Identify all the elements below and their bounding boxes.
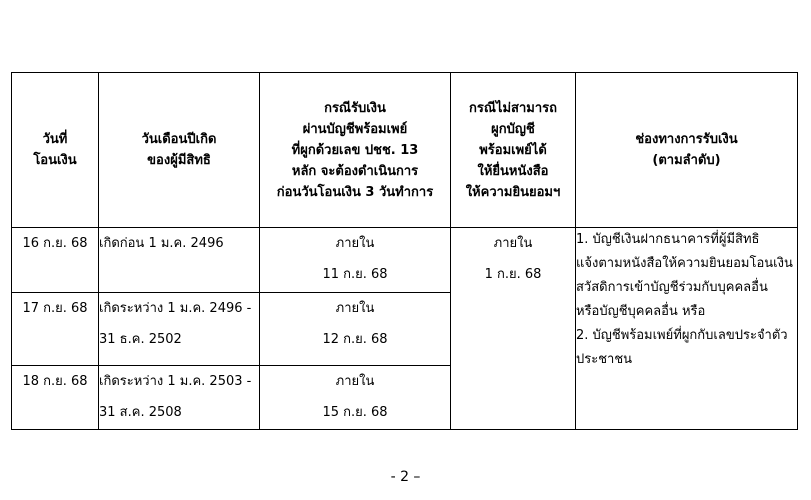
- promptpay-deadline-cell: ภายใน 15 ก.ย. 68: [260, 366, 451, 430]
- header-birth-date: วันเดือนปีเกิด ของผู้มีสิทธิ: [99, 73, 260, 228]
- birth-range-cell: เกิดก่อน 1 ม.ค. 2496: [99, 228, 260, 293]
- table-row: [12, 228, 798, 293]
- channels-cell: 1. บัญชีเงินฝากธนาคารที่ผู้มีสิทธิ แจ้งตามหนังสือให้ความยินยอมโอนเงิน สวัสดิการเข้าบัญชีร่วมกับบุคคลอื่น หรือบัญชีบุคคลอื่น หรือ 2. บัญชีพร้อมเพย์ที่ผูกกับเลขประจำตัว ประชาชน: [576, 228, 798, 430]
- page-number: - 2 –: [390, 469, 421, 485]
- birth-range-cell: เกิดระหว่าง 1 ม.ค. 2496 - 31 ธ.ค. 2502: [99, 293, 260, 366]
- promptpay-deadline-cell: ภายใน 11 ก.ย. 68: [260, 228, 451, 293]
- transfer-date-cell: 17 ก.ย. 68: [12, 293, 99, 366]
- promptpay-deadline-cell: ภายใน 12 ก.ย. 68: [260, 293, 451, 366]
- header-channels: ช่องทางการรับเงิน (ตามลำดับ): [576, 73, 798, 228]
- header-promptpay: กรณีรับเงิน ผ่านบัญชีพร้อมเพย์ ที่ผูกด้วยเลข ปชช. 13 หลัก จะต้องดำเนินการ ก่อนวันโอนเงิน 3 วันทำการ: [260, 73, 451, 228]
- consent-deadline-cell: ภายใน 1 ก.ย. 68: [451, 228, 576, 430]
- birth-range-cell: เกิดระหว่าง 1 ม.ค. 2503 - 31 ส.ค. 2508: [99, 366, 260, 430]
- header-row: [12, 73, 798, 228]
- header-transfer-date: วันที่ โอนเงิน: [12, 73, 99, 228]
- transfer-date-cell: 16 ก.ย. 68: [12, 228, 99, 293]
- payment-schedule-table: [11, 72, 798, 430]
- header-consent: กรณีไม่สามารถ ผูกบัญชี พร้อมเพย์ได้ ให้ยื่นหนังสือ ให้ความยินยอมฯ: [451, 73, 576, 228]
- transfer-date-cell: 18 ก.ย. 68: [12, 366, 99, 430]
